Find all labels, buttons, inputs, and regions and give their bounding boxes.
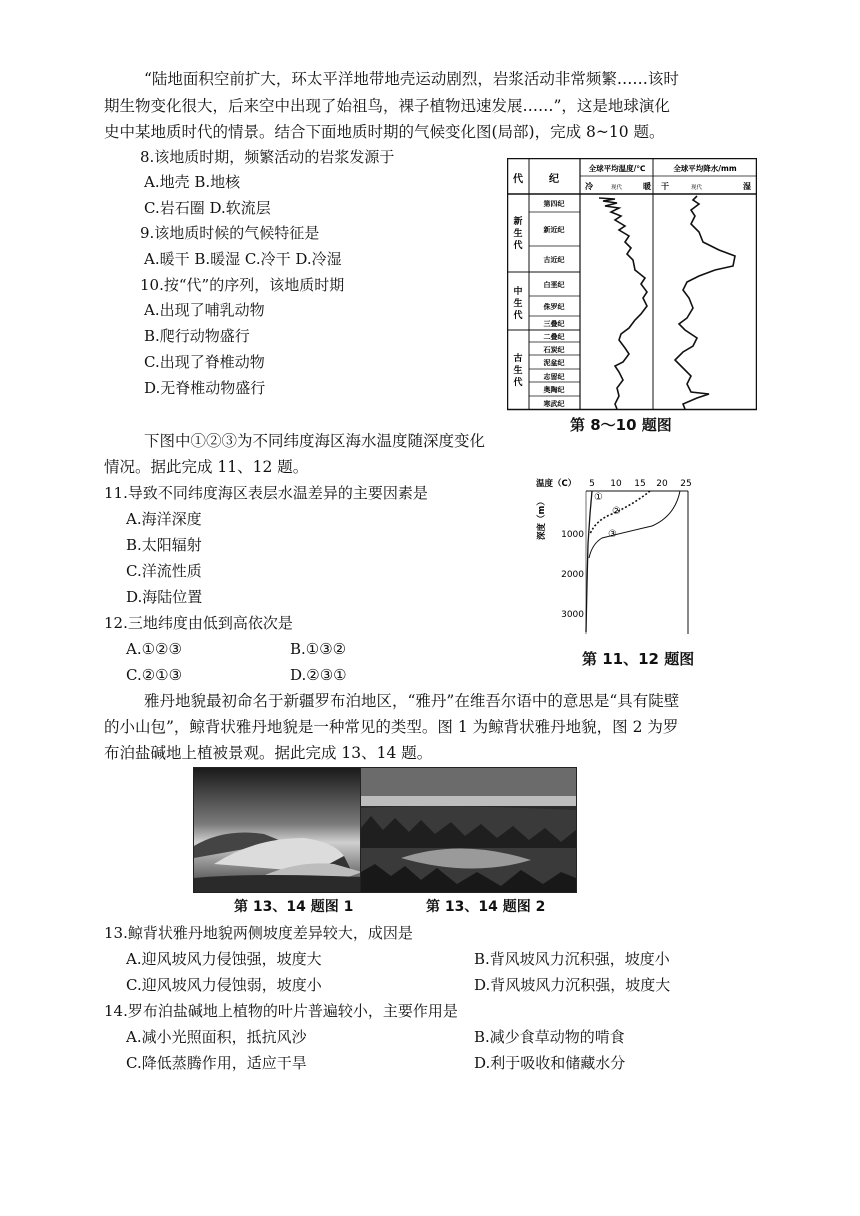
era-mid-3: 代 (513, 311, 523, 321)
q14-option-c: C.降低蒸腾作用，适应干旱 (126, 1054, 307, 1072)
label-now-temp: 现代 (611, 185, 623, 191)
period-paleogene: 古近纪 (543, 256, 565, 264)
q10-option-a: A.出现了哺乳动物 (144, 301, 265, 319)
header-temp: 全球平均温度/℃ (588, 164, 646, 173)
q13-option-a: A.迎风坡风力侵蚀强，坡度大 (126, 950, 322, 968)
curve-label-2: ② (612, 506, 621, 517)
intro3-line2: 的小山包”，鲸背状雅丹地貌是一种常见的类型。图 1 为鲸背状雅丹地貌，图 2 为罗 (104, 718, 679, 736)
period-permian: 二叠纪 (543, 333, 565, 341)
intro1-line3: 史中某地质时代的情景。结合下面地质时期的气候变化图(局部)，完成 8~10 题。 (104, 123, 665, 141)
q10-option-c: C.出现了脊椎动物 (144, 353, 265, 371)
intro3-line3: 布泊盐碱地上植被景观。据此完成 13、14 题。 (104, 744, 433, 762)
period-devonian: 泥盆纪 (543, 359, 565, 367)
header-dai: 代 (513, 174, 523, 185)
q11-option-b: B.太阳辐射 (126, 536, 202, 554)
q10-stem: 10.按“代”的序列，该地质时期 (140, 276, 345, 294)
q11-option-c: C.洋流性质 (126, 562, 202, 580)
tick-y-2000: 2000 (561, 570, 584, 580)
era-new-3: 代 (513, 241, 523, 251)
q13-option-c: C.迎风坡风力侵蚀弱，坡度小 (126, 976, 322, 994)
period-silurian: 志留纪 (543, 373, 565, 381)
intro2-line1: 下图中①②③为不同纬度海区海水温度随深度变化 (144, 432, 486, 450)
era-new-1: 新 (513, 217, 523, 227)
q9-stem: 9.该地质时候的气候特征是 (140, 224, 320, 242)
label-wet: 湿 (743, 182, 751, 191)
q14-option-b: B.减少食草动物的啃食 (474, 1028, 625, 1046)
tick-x-25: 25 (680, 479, 692, 489)
photo2-caption: 第 13、14 题图 2 (426, 899, 546, 915)
depth-axis-label: 深度（m） (537, 497, 547, 540)
header-rain: 全球平均降水/mm (673, 164, 737, 173)
geologic-climate-figure (507, 158, 757, 414)
q14-option-d: D.利于吸收和储藏水分 (474, 1054, 626, 1072)
era-old-3: 代 (513, 378, 523, 388)
q11-option-a: A.海洋深度 (126, 510, 202, 528)
q10-option-b: B.爬行动物盛行 (144, 327, 250, 345)
q12-option-d: D.②③① (290, 666, 347, 684)
q14-stem: 14.罗布泊盐碱地上植物的叶片普遍较小，主要作用是 (104, 1002, 458, 1020)
temp-axis-label: 温度（C） (536, 479, 577, 489)
period-jurassic: 侏罗纪 (543, 303, 565, 311)
fig-11-12-caption: 第 11、12 题图 (582, 650, 695, 668)
tick-x-10: 10 (610, 479, 622, 489)
label-dry: 干 (661, 182, 669, 191)
era-new-2: 生 (513, 229, 523, 239)
period-carboniferous: 石炭纪 (543, 346, 565, 354)
yardang-photo (193, 767, 386, 893)
intro1-line1: “陆地面积空前扩大，环太平洋地带地壳运动剧烈，岩浆活动非常频繁……该时 (144, 70, 679, 88)
header-ji: 纪 (549, 174, 559, 185)
tick-x-5: 5 (589, 479, 595, 489)
saline-vegetation-photo (360, 767, 577, 893)
tick-y-3000: 3000 (561, 610, 584, 620)
q13-stem: 13.鲸背状雅丹地貌两侧坡度差异较大，成因是 (104, 924, 413, 942)
photo1-caption: 第 13、14 题图 1 (234, 899, 354, 915)
intro2-line2: 情况。据此完成 11、12 题。 (104, 458, 309, 476)
q12-stem: 12.三地纬度由低到高依次是 (104, 614, 293, 632)
era-old-1: 古 (513, 354, 523, 364)
period-cambrian: 寒武纪 (543, 400, 565, 408)
q12-option-c: C.②①③ (126, 666, 183, 684)
era-mid-2: 生 (513, 299, 523, 309)
label-now-rain: 现代 (691, 185, 703, 191)
period-neogene: 新近纪 (543, 226, 565, 234)
q14-option-a: A.减小光照面积，抵抗风沙 (126, 1028, 307, 1046)
period-quaternary: 第四纪 (543, 200, 565, 208)
era-mid-1: 中 (513, 287, 523, 297)
curve-label-1: ① (594, 492, 603, 503)
period-ordovician: 奥陶纪 (543, 386, 565, 394)
curve-1 (586, 491, 592, 632)
period-cretaceous: 白垩纪 (543, 281, 565, 289)
q11-stem: 11.导致不同纬度海区表层水温差异的主要因素是 (104, 484, 428, 502)
intro3-line1: 雅丹地貌最初命名于新疆罗布泊地区，“雅丹”在维吾尔语中的意思是“具有陡壁 (144, 692, 680, 710)
q9-options: A.暖干 B.暖湿 C.冷干 D.冷湿 (144, 250, 342, 268)
q8-options-cd: C.岩石圈 D.软流层 (144, 199, 271, 217)
q10-option-d: D.无脊椎动物盛行 (144, 379, 266, 397)
q12-option-b: B.①③② (290, 640, 347, 658)
q13-option-b: B.背风坡风力沉积强，坡度小 (474, 950, 670, 968)
tick-y-1000: 1000 (561, 530, 584, 540)
label-cold: 冷 (585, 182, 593, 191)
sea-temperature-depth-figure (530, 474, 710, 646)
q8-options-ab: A.地壳 B.地核 (144, 173, 241, 191)
label-warm: 暖 (643, 182, 651, 191)
period-triassic: 三叠纪 (543, 320, 565, 328)
tick-x-15: 15 (634, 479, 646, 489)
curve-label-3: ③ (608, 529, 617, 540)
q11-option-d: D.海陆位置 (126, 588, 203, 606)
intro1-line2: 期生物变化很大，后来空中出现了始祖鸟，裸子植物迅速发展……”，这是地球演化 (104, 97, 670, 115)
q12-option-a: A.①②③ (126, 640, 182, 658)
q8-stem: 8.该地质时期，频繁活动的岩浆发源于 (140, 148, 395, 166)
era-old-2: 生 (513, 366, 523, 376)
tick-x-20: 20 (656, 479, 668, 489)
q13-option-d: D.背风坡风力沉积强，坡度大 (474, 976, 671, 994)
fig-8-10-caption: 第 8～10 题图 (570, 416, 672, 434)
